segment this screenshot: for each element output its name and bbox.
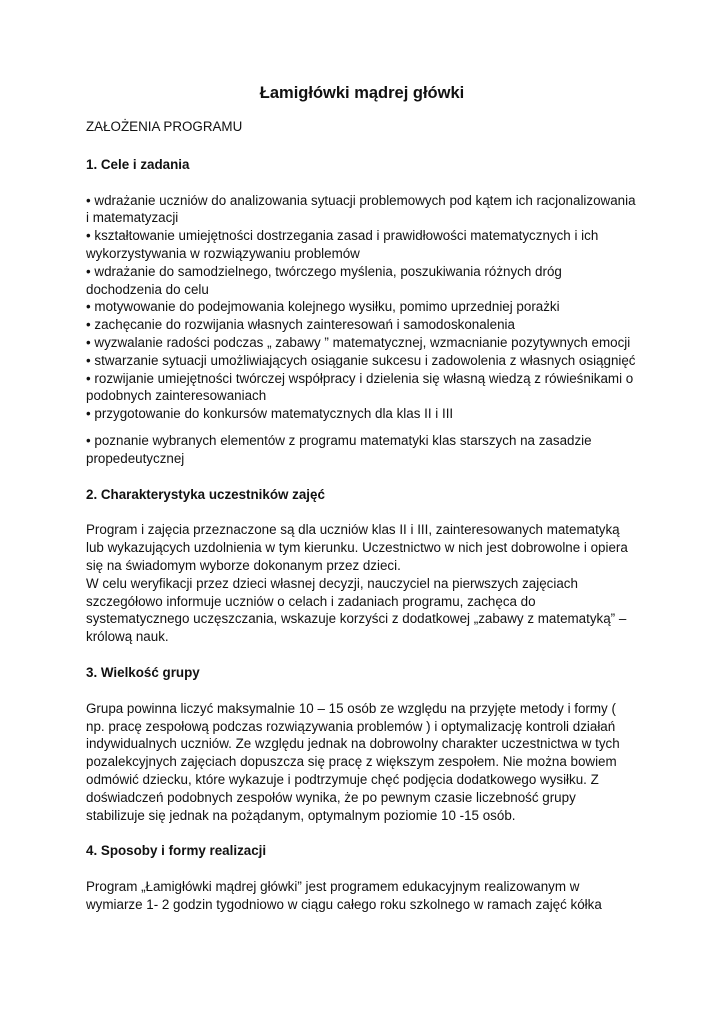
list-item: • poznanie wybranych elementów z programu matematyki klas starszych na zasadzie propedeutycznej [86,432,592,466]
list-item: • przygotowanie do konkursów matematycznych dla klas II i III [86,406,454,422]
paragraph: Program i zajęcia przeznaczone są dla uczniów klas II i III, zainteresowanych matematyką lub wykazujących uzdolnienia w tym kierunku. Uczestnictwo w nich jest dobrowolne i opiera się na świadomym wyborze dokonanym przez dzieci. [86,522,628,573]
section-goals [86,156,638,468]
paragraph: Program „Łamigłówki mądrej główki” jest programem edukacyjnym realizowanym w wymiarze 1- 2 godzin tygodniowo w ciągu całego roku szkolnego w ramach zajęć kółka [86,879,602,912]
list-item: • stwarzanie sytuacji umożliwiających osiąganie sukcesu i zadowolenia z własnych osiągnięć [86,352,636,368]
section-group-size [86,664,638,824]
section-heading: 1. Cele i zadania [86,156,190,172]
list-item: • kształtowanie umiejętności dostrzegania zasad i prawidłowości matematycznych i ich wykorzystywania w rozwiązywaniu problemów [86,228,599,261]
list-item: • wdrażanie do samodzielnego, twórczego myślenia, poszukiwania różnych dróg dochodzenia do celu [86,263,562,297]
document-title: Łamigłówki mądrej główki [259,84,465,102]
goals-extra-list [86,432,638,468]
document-subtitle: ZAŁOŻENIA PROGRAMU [86,119,243,134]
section-heading: 4. Sposoby i formy realizacji [86,843,267,859]
goals-list [86,192,638,423]
list-item: • rozwijanie umiejętności twórczej współpracy i dzielenia się własną wiedzą z rówieśnikami o podobnych zainteresowaniach [86,370,634,404]
list-item: • wdrażanie uczniów do analizowania sytuacji problemowych pod kątem ich racjonalizowania i matematyzacji [86,192,636,226]
paragraph: W celu weryfikacji przez dzieci własnej decyzji, nauczyciel na pierwszych zajęciach szczegółowo informuje uczniów o celach i zadaniach programu, zachęca do systematycznego uczęszczania, wskazuje korzyści z dodatkowej „zabawy z matematyką” – królową nauk. [86,575,627,645]
list-item: • zachęcanie do rozwijania własnych zainteresowań i samodoskonalenia [86,317,515,333]
section-heading: 3. Wielkość grupy [86,664,200,680]
section-heading: 2. Charakterystyka uczestników zajęć [86,486,325,502]
document-page [86,82,638,932]
paragraph: Grupa powinna liczyć maksymalnie 10 – 15 osób ze względu na przyjęte metody i formy ( np. pracę zespołową podczas rozwiązywania problemów ) i optymalizację kontroli działań indywidualnych uczniów. Ze względu jednak na dobrowolny charakter uczestnictwa w tych pozalekcyjnych zajęciach dopuszcza się pracę z większym zespołem. Nie można bowiem odmówić dziecku, które wykazuje i podtrzymuje chęć podjęcia dodatkowego wysiłku. Z doświadczeń podobnych zespołów wynika, że po pewnym czasie liczebność grupy stabilizuje się jednak na pożądanym, optymalnym poziomie 10 -15 osób. [86,700,620,823]
list-item: • motywowanie do podejmowania kolejnego wysiłku, pomimo uprzedniej porażki [86,299,560,315]
section-implementation [86,842,638,913]
list-item: • wyzwalanie radości podczas „ zabawy ” matematycznej, wzmacnianie pozytywnych emocji [86,334,631,350]
section-participants [86,486,638,646]
